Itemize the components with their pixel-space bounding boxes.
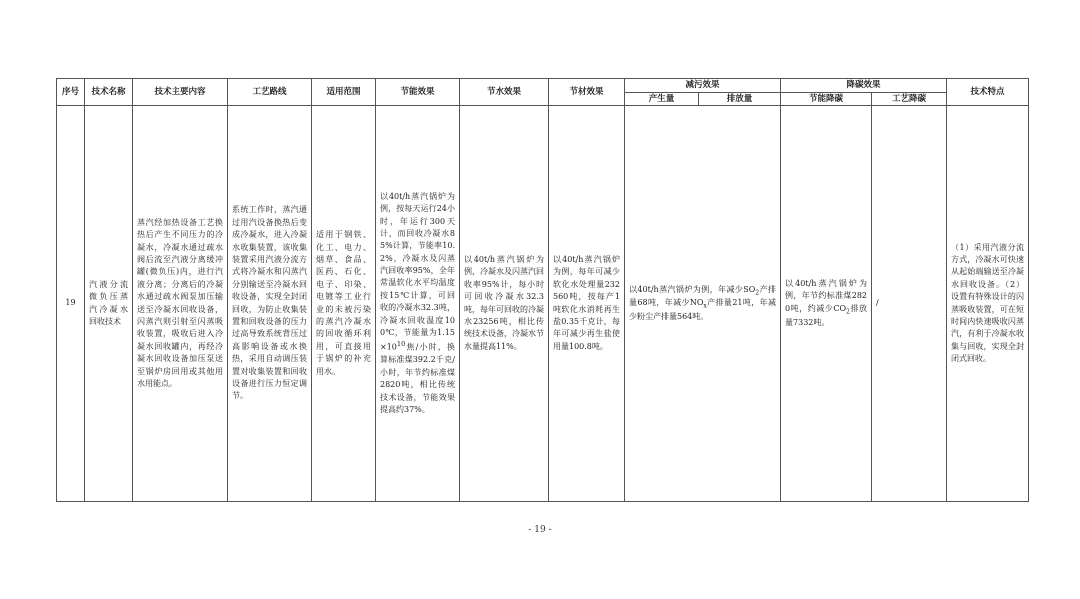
header-pollution: 减污效果 bbox=[625, 79, 781, 93]
pollution-subscript-2: x bbox=[703, 302, 707, 310]
cell-features: （1）采用汽液分流方式，冷凝水可快速从起始端输送至冷凝水回收设备。（2）设置有特殊设计的闪蒸吸收装置，可在短时间内快速吸收闪蒸汽，有利于冷凝水收集与回收，实现全封闭式回收。 bbox=[947, 106, 1029, 502]
page-number: - 19 - bbox=[528, 525, 552, 535]
cell-water: 以40t/h蒸汽锅炉为例，冷凝水及闪蒸汽回收率95%计，每小时可回收冷凝水32.3吨，每年可回收的冷凝水23256吨，相比传统技术设备，冷凝水节水量提高11%。 bbox=[460, 106, 549, 502]
header-tech-name: 技术名称 bbox=[85, 79, 133, 106]
pollution-text-b: 产排量68吨，年减少NO bbox=[629, 284, 777, 308]
header-route: 工艺路线 bbox=[228, 79, 312, 106]
pollution-subscript-1: 2 bbox=[755, 289, 760, 297]
pollution-text-c: 产排量21吨，年减少粉尘产排量564吨。 bbox=[629, 298, 777, 322]
table-row bbox=[57, 106, 1029, 502]
energy-text-a: 以40t/h蒸汽锅炉为例，按每天运行24小时，年运行300天计，而回收冷凝水85%计算，节能率10.2%，冷凝水及闪蒸汽回收率95%，全年常温软化水平均温度按15℃计算，可回收的冷凝水32.3吨，冷凝水回收温度100℃，节能量为1.15×10 bbox=[380, 191, 455, 353]
cell-scope: 适用于钢铁、化工、电力、烟草、食品、医药、石化、电子、印染、电镀等工业行业的未被污染的蒸汽冷凝水的回收循环利用，可直接用于锅炉的补充用水。 bbox=[312, 106, 376, 502]
header-features: 技术特点 bbox=[947, 79, 1029, 106]
cell-energy bbox=[376, 106, 460, 502]
cell-carbon-energy bbox=[781, 106, 872, 502]
header-content: 技术主要内容 bbox=[133, 79, 228, 106]
header-water: 节水效果 bbox=[460, 79, 549, 106]
header-seq: 序号 bbox=[57, 79, 85, 106]
header-carbon-energy: 节能降碳 bbox=[781, 93, 872, 106]
cell-route: 系统工作时，蒸汽通过用汽设备换热后变成冷凝水，进入冷凝水收集装置，该收集装置采用汽液分流方式将冷凝水和闪蒸汽分别输送至冷凝水回收设备，实现全封闭回收，为防止收集装置和回收设备的压力过高导致系统背压过高影响设备或水换热，采用自动调压装置对收集装置和回收设备进行压力恒定调节。 bbox=[228, 106, 312, 502]
cell-content: 蒸汽经加热设备工艺换热后产生不同压力的冷凝水，冷凝水通过疏水阀后流至汽液分离缓冲罐(微负压)内，进行汽液分离；分离后的冷凝水通过疏水阀泵加压输送至冷凝水回收设备，闪蒸汽则引射至闪蒸吸收装置，吸收后进入冷凝水回收罐内，再经冷凝水回收设备加压泵送至锅炉房回用或其他用水用能点。 bbox=[133, 106, 228, 502]
header-carbon-process: 工艺降碳 bbox=[872, 93, 947, 106]
cell-pollution bbox=[625, 106, 781, 502]
cell-seq: 19 bbox=[57, 106, 85, 502]
pollution-text-a: 以40t/h蒸汽锅炉为例，年减少SO bbox=[629, 284, 756, 294]
header-carbon: 降碳效果 bbox=[781, 79, 947, 93]
cell-tech-name: 汽液分流微负压蒸汽冷凝水回收技术 bbox=[85, 106, 133, 502]
cell-carbon-process: / bbox=[872, 106, 947, 502]
header-energy: 节能效果 bbox=[376, 79, 460, 106]
carbon-text-b: 排放量7332吨。 bbox=[785, 303, 868, 327]
carbon-text-a: 以40t/h蒸汽锅炉为例，年节约标准煤2820吨，约减少CO bbox=[785, 279, 868, 313]
carbon-subscript: 2 bbox=[846, 308, 850, 316]
header-pollution-emitted: 排放量 bbox=[699, 93, 781, 106]
header-pollution-produced: 产生量 bbox=[625, 93, 699, 106]
header-scope: 适用范围 bbox=[312, 79, 376, 106]
energy-superscript: 10 bbox=[396, 340, 406, 349]
technology-table bbox=[56, 78, 1029, 502]
cell-material: 以40t/h蒸汽锅炉为例，每年可减少软化水处理量232560吨，按每产1吨软化水消耗再生盐0.35千克计，每年可减少再生盐使用量100.8吨。 bbox=[549, 106, 625, 502]
energy-text-b: 焦/小时，换算标准煤392.2千克/小时，年节约标准煤2820吨，相比传统技术设备，节能效果提高约37%。 bbox=[380, 343, 455, 415]
header-material: 节材效果 bbox=[549, 79, 625, 106]
header-row-1 bbox=[57, 79, 1029, 93]
